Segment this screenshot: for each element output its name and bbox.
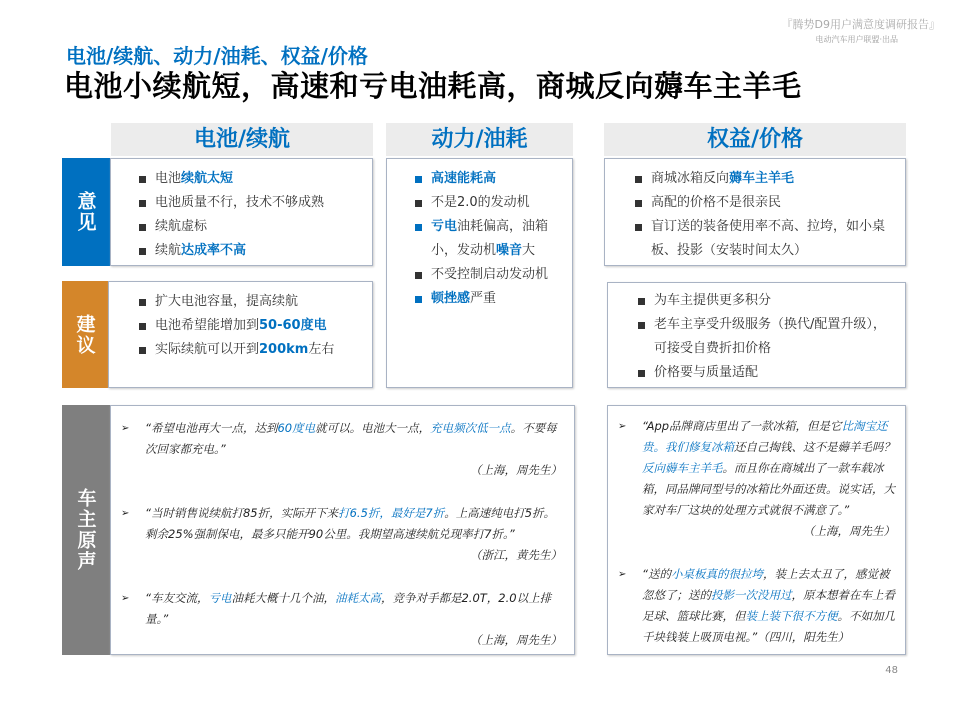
suggestion-label: 建议: [62, 281, 108, 388]
highlight-text: 60度电: [277, 421, 316, 435]
text: 。而且你在商城出了一款车载冰箱，同品牌同型号的冰箱比外面还贵。说实话，大家对车厂这块的处理方式就很不满意了。”: [642, 461, 895, 517]
text: 油耗大概十几个油，: [231, 591, 335, 605]
quote-source: （浙江，黄先生）: [470, 548, 562, 562]
bullet-item: [633, 167, 891, 191]
highlight-text: 亏电: [208, 591, 232, 605]
owner-quote: [121, 418, 562, 481]
text: 还自己掏钱、这不是薅羊毛吗？: [734, 440, 895, 454]
highlight-text: 反向薅车主羊毛: [642, 461, 723, 475]
bullet-item: [413, 215, 562, 263]
publisher: 电动汽车用户联盟·出品: [815, 35, 898, 44]
highlight-text: 油耗太高: [334, 591, 381, 605]
text: 。不要每次回家都充电。”: [145, 421, 557, 456]
text: 商城冰箱反向: [651, 171, 730, 186]
opinion-label: 意见: [62, 158, 110, 266]
battery-suggestion-box: [108, 281, 373, 388]
highlight-text: 顿挫感: [431, 291, 471, 306]
text: “送的: [642, 567, 671, 581]
text: 。上高速纯电打5折。剩余25%强制保电，最多只能开90公里。我期望高速续航兑现率打7折。”: [145, 506, 556, 541]
quote-source: （上海，周先生）: [470, 633, 562, 647]
bullet-item: [636, 361, 891, 385]
text: 续航: [155, 243, 182, 258]
report-name: 『腾势D9用户满意度调研报告』: [781, 18, 940, 31]
text: ，原本想着在车上看足球、篮球比赛，但: [642, 588, 895, 623]
highlight-text: 噪音: [496, 243, 523, 258]
bullet-item: [633, 191, 891, 215]
text: 为车主提供更多积分: [654, 293, 772, 308]
bullet-item: [413, 287, 562, 311]
owner-quote: [121, 503, 562, 566]
page-number: 48: [885, 665, 898, 676]
text: “车友交流，: [145, 591, 209, 605]
text: 不受控制启动发动机: [431, 267, 549, 282]
owner-quote: [618, 416, 895, 542]
quotes-right-box: [607, 405, 906, 655]
section-subtitle: 电池/续航、动力/油耗、权益/价格: [66, 44, 368, 68]
bullet-item: [137, 239, 372, 263]
text: ，竞争对手都是2.0T，2.0以上排量。”: [145, 591, 552, 626]
text: 就可以。电池大一点，: [315, 421, 431, 435]
quote-source: （四川，阳先生）: [757, 630, 850, 644]
text: 左右: [308, 342, 335, 357]
column-header-power: 动力/油耗: [386, 123, 573, 156]
text: 严重: [470, 291, 497, 306]
highlight-text: 投影一次没用过: [711, 588, 792, 602]
text: 老车主享受升级服务（换代/配置升级），可接受自费折扣价格: [654, 317, 886, 356]
bullet-item: [636, 289, 891, 313]
highlight-text: 薅车主羊毛: [729, 171, 795, 186]
arrow-bullet-icon: ➢: [618, 569, 627, 580]
bullet-item: [413, 191, 562, 215]
text: 扩大电池容量，提高续航: [155, 294, 299, 309]
text: 不是2.0的发动机: [431, 195, 530, 210]
rights-opinion-box: [604, 158, 906, 266]
text: 大: [522, 243, 536, 258]
text: ，装上去太丑了，感觉被忽悠了；送的: [642, 567, 890, 602]
highlight-text: 达成率不高: [181, 243, 247, 258]
text: “App品牌商店里出了一款冰箱，但是它: [642, 419, 842, 433]
quote-source: （上海，周先生）: [803, 524, 895, 538]
arrow-bullet-icon: ➢: [121, 593, 130, 604]
bullet-item: [137, 167, 372, 191]
page-title: 电池小续航短，高速和亏电油耗高，商城反向薅车主羊毛: [64, 69, 802, 103]
column-header-battery: 电池/续航: [111, 123, 373, 156]
highlight-text: 亏电: [431, 219, 458, 234]
text: 。不如加几千块钱装上吸顶电视。”: [642, 609, 895, 644]
highlight-text: 续航太短: [181, 171, 234, 186]
text: “希望电池再大一点，达到: [145, 421, 278, 435]
highlight-text: 200km: [259, 342, 309, 357]
bullet-item: [413, 263, 562, 287]
text: 电池: [155, 171, 182, 186]
highlight-text: 比淘宝还贵。我们修复冰箱: [642, 419, 888, 454]
quote-source: （上海，周先生）: [470, 463, 562, 477]
arrow-bullet-icon: ➢: [618, 421, 627, 432]
owner-voice-label: 车主原声: [62, 405, 110, 655]
arrow-bullet-icon: ➢: [121, 508, 130, 519]
text: 电池希望能增加到: [155, 318, 260, 333]
text: 高配的价格不是很亲民: [651, 195, 782, 210]
bullet-item: [137, 338, 372, 362]
quotes-left-box: [110, 405, 575, 655]
arrow-bullet-icon: ➢: [121, 423, 130, 434]
bullet-item: [137, 314, 372, 338]
bullet-item: [137, 215, 372, 239]
highlight-text: 高速能耗高: [431, 171, 497, 186]
column-header-rights: 权益/价格: [604, 123, 906, 156]
text: 电池质量不行，技术不够成熟: [155, 195, 325, 210]
owner-quote: [121, 588, 562, 651]
bullet-item: [413, 167, 562, 191]
power-box: [386, 158, 573, 388]
highlight-text: 50-60度电: [259, 318, 327, 333]
highlight-text: 小桌板真的很拉垮: [670, 567, 763, 581]
text: “当时销售说续航打85折，实际开下来: [145, 506, 339, 520]
bullet-item: [636, 313, 891, 361]
highlight-text: 打6.5折，最好是7折: [338, 506, 445, 520]
highlight-text: 装上装下很不方便: [745, 609, 838, 623]
highlight-text: 充电频次低一点: [430, 421, 511, 435]
text: 盲订送的装备使用率不高、拉垮，如小桌板、投影（安装时间太久）: [651, 219, 886, 258]
battery-opinion-box: [110, 158, 373, 266]
rights-suggestion-box: [607, 282, 906, 388]
text: 实际续航可以开到: [155, 342, 260, 357]
bullet-item: [137, 290, 372, 314]
bullet-item: [633, 215, 891, 263]
bullet-item: [137, 191, 372, 215]
text: 续航虚标: [155, 219, 208, 234]
text: 油耗偏高，油箱小，发动机: [431, 219, 549, 258]
owner-quote: [618, 564, 895, 648]
text: 价格要与质量适配: [654, 365, 759, 380]
